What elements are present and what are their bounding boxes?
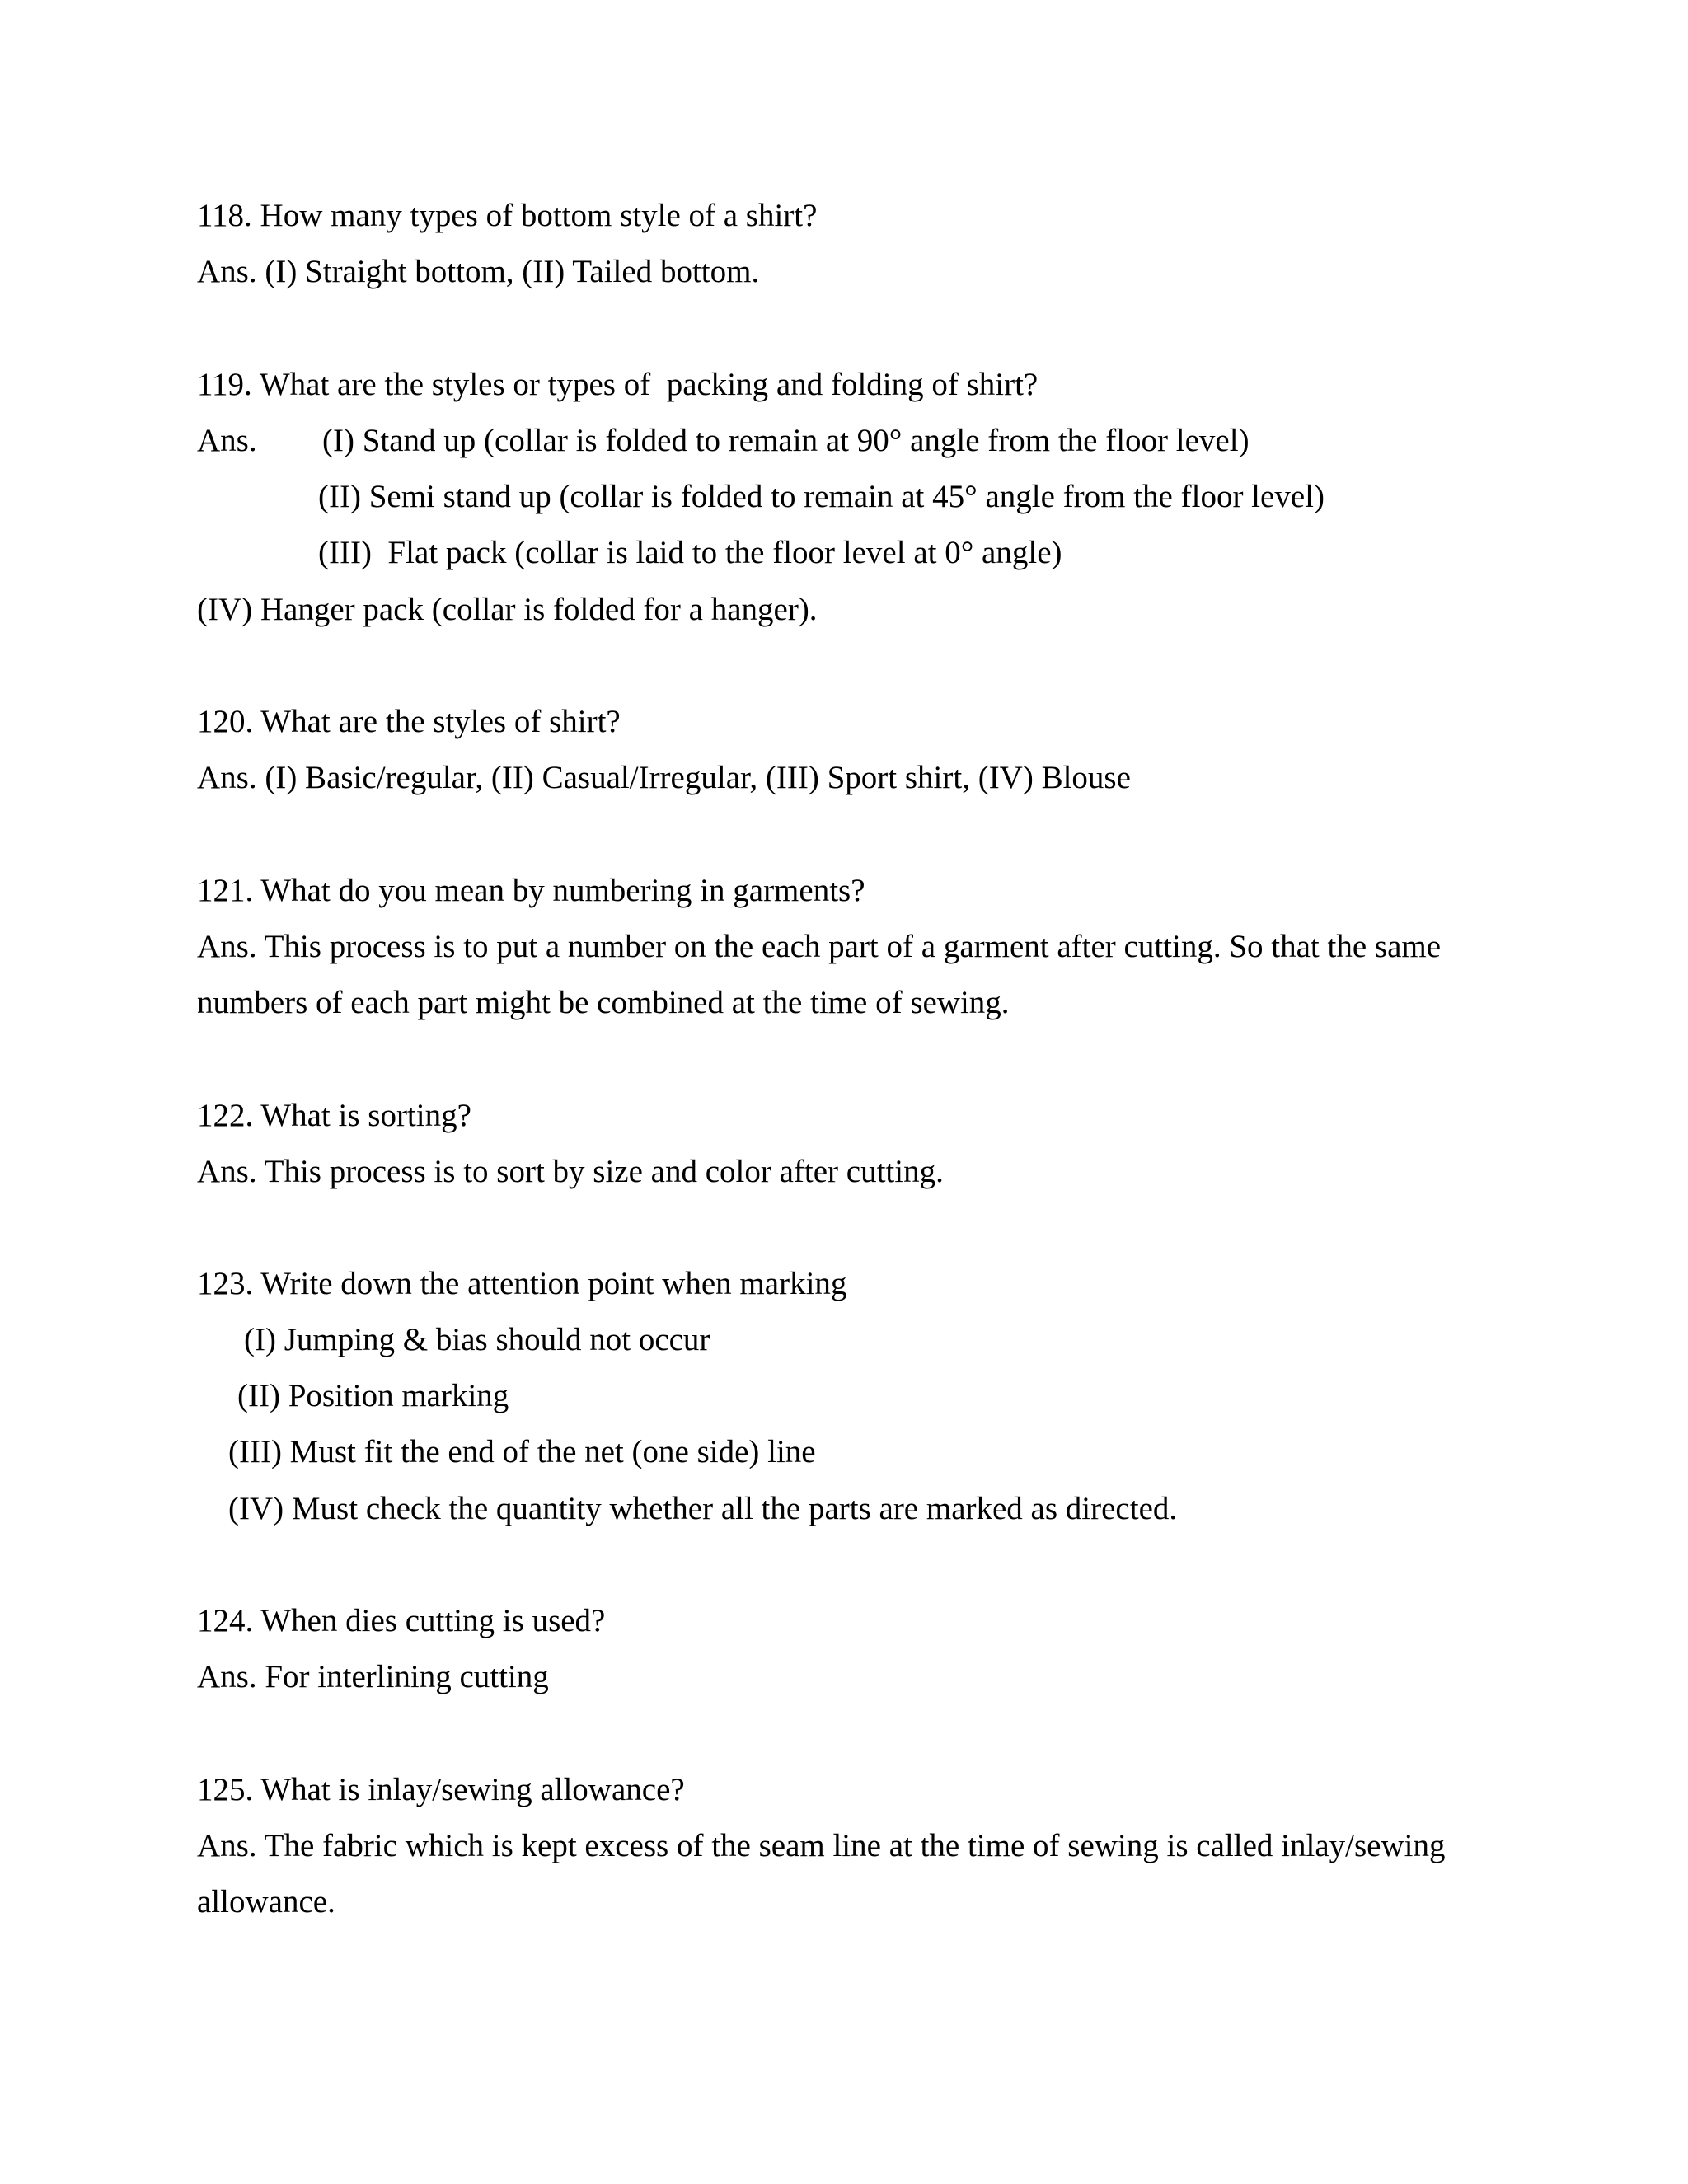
answer-121-line-1: Ans. This process is to put a number on the each part of a garment after cutting. So that the same bbox=[197, 929, 1442, 964]
question-118: 118. How many types of bottom style of a shirt? bbox=[197, 198, 818, 233]
answer-119-item-2: (II) Semi stand up (collar is folded to remain at 45° angle from the floor level) bbox=[318, 479, 1325, 514]
answer-118: Ans. (I) Straight bottom, (II) Tailed bottom. bbox=[197, 254, 760, 289]
answer-119-label: Ans. bbox=[197, 423, 257, 458]
answer-124: Ans. For interlining cutting bbox=[197, 1659, 549, 1694]
answer-125-line-2: allowance. bbox=[197, 1884, 335, 1919]
answer-123-item-3: (III) Must fit the end of the net (one side) line bbox=[228, 1434, 816, 1469]
question-120: 120. What are the styles of shirt? bbox=[197, 704, 621, 739]
answer-123-item-1: (I) Jumping & bias should not occur bbox=[244, 1322, 710, 1357]
answer-122: Ans. This process is to sort by size and color after cutting. bbox=[197, 1154, 944, 1189]
answer-125-line-1: Ans. The fabric which is kept excess of the seam line at the time of sewing is called inlay/sewing bbox=[197, 1828, 1446, 1863]
question-119: 119. What are the styles or types of packing and folding of shirt? bbox=[197, 367, 1039, 402]
answer-119-item-4: (IV) Hanger pack (collar is folded for a hanger). bbox=[197, 592, 818, 627]
answer-120: Ans. (I) Basic/regular, (II) Casual/Irregular, (III) Sport shirt, (IV) Blouse bbox=[197, 760, 1131, 795]
answer-123-item-4: (IV) Must check the quantity whether all the parts are marked as directed. bbox=[228, 1491, 1178, 1526]
answer-123-item-2: (II) Position marking bbox=[237, 1378, 509, 1413]
question-121: 121. What do you mean by numbering in garments? bbox=[197, 873, 865, 908]
question-123: 123. Write down the attention point when marking bbox=[197, 1266, 847, 1301]
answer-121-line-2: numbers of each part might be combined at the time of sewing. bbox=[197, 985, 1010, 1020]
question-122: 122. What is sorting? bbox=[197, 1098, 471, 1133]
question-125: 125. What is inlay/sewing allowance? bbox=[197, 1772, 685, 1807]
question-124: 124. When dies cutting is used? bbox=[197, 1603, 606, 1638]
answer-119-item-3: (III) Flat pack (collar is laid to the floor level at 0° angle) bbox=[318, 535, 1062, 570]
answer-119-item-1: (I) Stand up (collar is folded to remain at 90° angle from the floor level) bbox=[322, 423, 1250, 458]
